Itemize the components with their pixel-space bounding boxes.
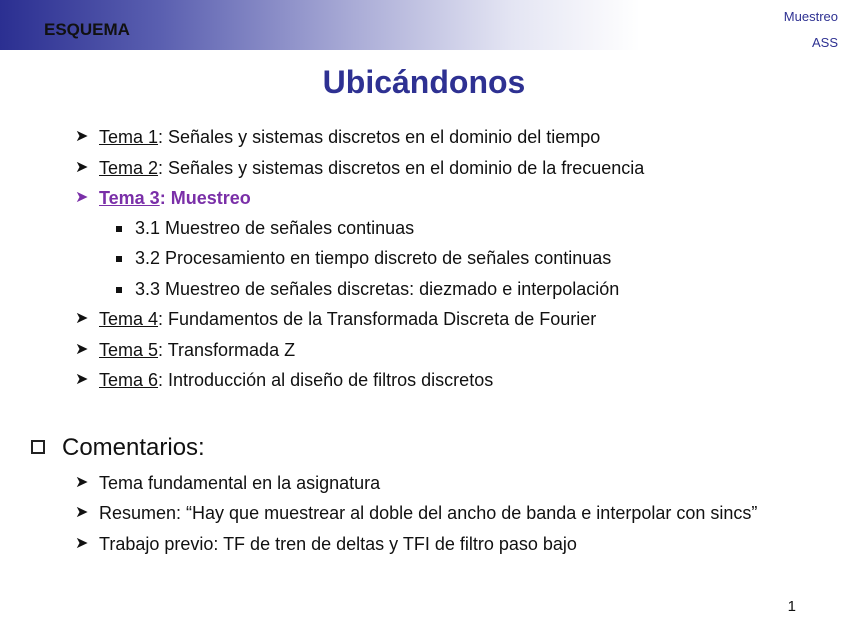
comments-heading: Comentarios: xyxy=(62,434,205,461)
subtopic-item: 3.2 Procesamiento en tiempo discreto de señales continuas xyxy=(135,248,612,268)
topic-link[interactable]: Tema 4 xyxy=(99,309,159,329)
topic-item: Tema 5: Transformada Z xyxy=(99,340,296,360)
arrow-bullet-icon: ➤ xyxy=(75,341,89,358)
checkbox-bullet-icon xyxy=(31,440,45,454)
arrow-bullet-icon: ➤ xyxy=(75,310,89,327)
arrow-bullet-icon: ➤ xyxy=(75,371,89,388)
topic-label: Muestreo xyxy=(783,9,838,24)
topic-item: Tema 1: Señales y sistemas discretos en el dominio del tiempo xyxy=(99,127,601,147)
comment-item: Trabajo previo: TF de tren de deltas y TFI de filtro paso bajo xyxy=(99,534,577,554)
topic-link[interactable]: Tema 6 xyxy=(99,370,159,390)
course-label: ASS xyxy=(811,35,838,50)
square-bullet-icon xyxy=(116,226,122,232)
arrow-bullet-icon: ➤ xyxy=(75,128,89,145)
topic-item: Tema 6: Introducción al diseño de filtros discretos xyxy=(99,370,494,390)
topic-link[interactable]: Tema 1 xyxy=(99,127,159,147)
arrow-bullet-icon: ➤ xyxy=(75,189,89,206)
arrow-bullet-icon: ➤ xyxy=(75,535,89,552)
comment-item: Tema fundamental en la asignatura xyxy=(99,473,381,493)
topic-link[interactable]: Tema 3 xyxy=(99,188,160,208)
square-bullet-icon xyxy=(116,256,122,262)
slide-title: Ubicándonos xyxy=(322,64,526,100)
page-number: 1 xyxy=(787,598,796,615)
topic-item: Tema 2: Señales y sistemas discretos en el dominio de la frecuencia xyxy=(99,158,645,178)
arrow-bullet-icon: ➤ xyxy=(75,474,89,491)
topic-link[interactable]: Tema 5 xyxy=(99,340,159,360)
square-bullet-icon xyxy=(116,287,122,293)
arrow-bullet-icon: ➤ xyxy=(75,159,89,176)
subtopic-item: 3.1 Muestreo de señales continuas xyxy=(135,218,415,238)
topic-item-current: Tema 3: Muestreo xyxy=(99,188,251,208)
arrow-bullet-icon: ➤ xyxy=(75,504,89,521)
comment-item: Resumen: “Hay que muestrear al doble del ancho de banda e interpolar con sincs” xyxy=(99,503,758,523)
topic-link[interactable]: Tema 2 xyxy=(99,158,159,178)
topic-item: Tema 4: Fundamentos de la Transformada Discreta de Fourier xyxy=(99,309,597,329)
subtopic-item: 3.3 Muestreo de señales discretas: diezmado e interpolación xyxy=(135,279,620,299)
section-label: ESQUEMA xyxy=(44,20,130,39)
